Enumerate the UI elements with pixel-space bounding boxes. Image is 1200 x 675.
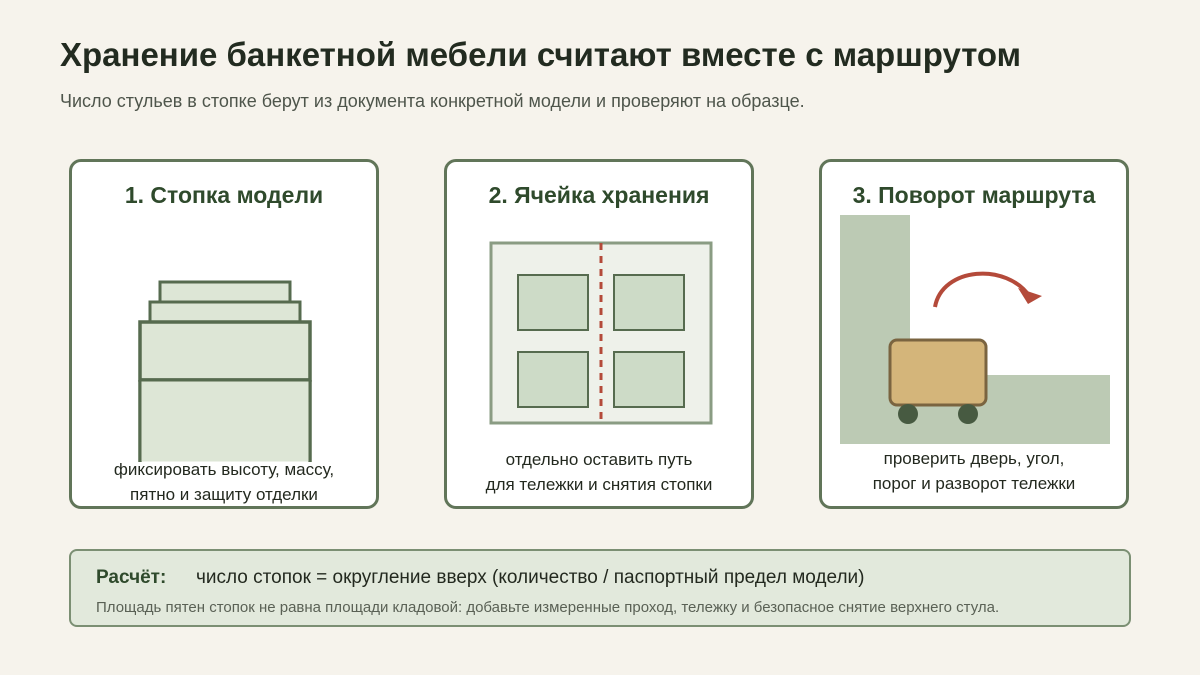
card-title: 1. Стопка модели [124, 182, 324, 208]
calc-label: Расчёт: [96, 567, 167, 588]
card-title: 2. Ячейка хранения [488, 182, 710, 208]
card-text-line: фиксировать высоту, массу, [113, 460, 335, 479]
card-storage-cell [444, 159, 754, 509]
card-text-line: пятно и защиту отделки [130, 485, 318, 504]
card-text-line: порог и разворот тележки [872, 474, 1076, 493]
card-text [447, 447, 751, 497]
page-subtitle: Число стульев в стопке берут из документа конкретной модели и проверяют на образце. [60, 91, 805, 111]
card-text-line: отдельно оставить путь [505, 450, 693, 469]
chair-stack-icon [72, 162, 376, 506]
card-model-stack [69, 159, 379, 509]
page-title: Хранение банкетной мебели считают вместе с маршрутом [60, 36, 1022, 73]
calc-formula: число стопок = округление вверх (количество / паспортный предел модели) [196, 567, 865, 588]
card-route-turn [819, 159, 1129, 509]
card-title: 3. Поворот маршрута [852, 182, 1096, 208]
card-text-line: проверить дверь, угол, [883, 449, 1065, 468]
calculation-box [69, 549, 1131, 627]
card-text [72, 457, 376, 507]
card-text [822, 446, 1126, 496]
calc-note: Площадь пятен стопок не равна площади кладовой: добавьте измеренные проход, тележку и безопасное снятие верхнего стула. [96, 599, 1000, 616]
card-text-line: для тележки и снятия стопки [485, 475, 713, 494]
